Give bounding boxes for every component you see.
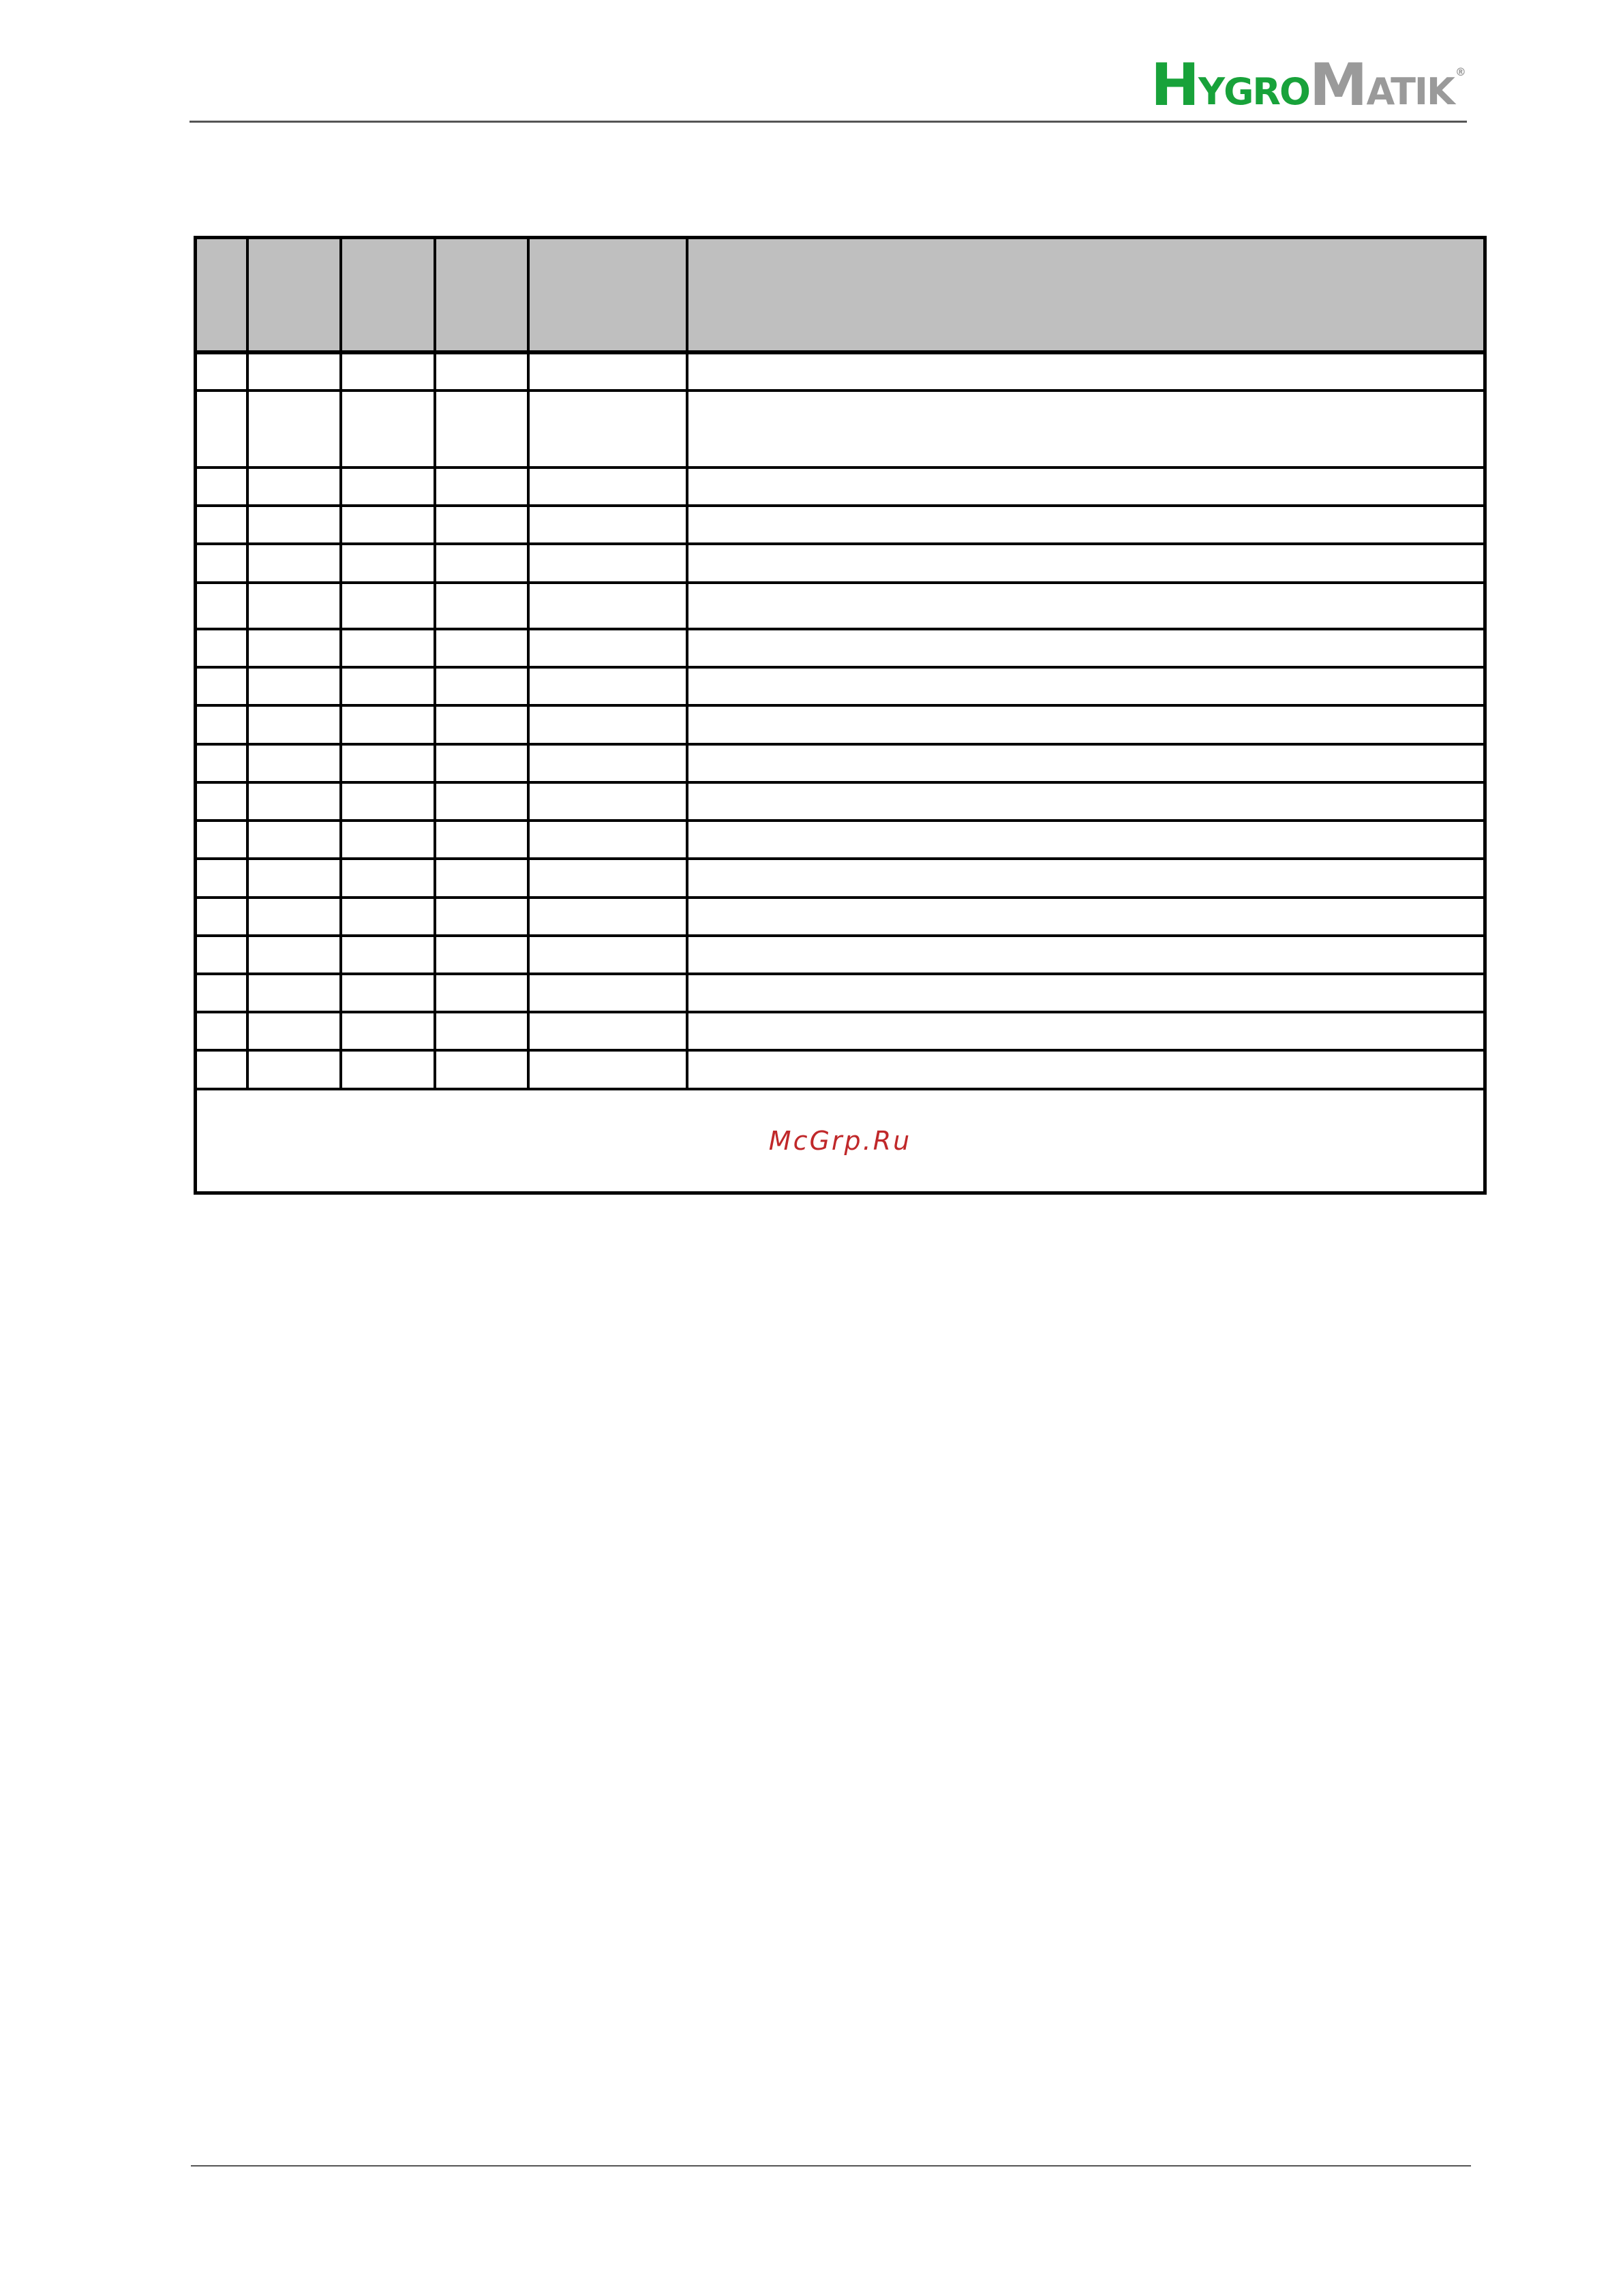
parameter-table: [194, 236, 1487, 1195]
header-cell: [687, 238, 1485, 353]
hygromatik-logo: [1151, 50, 1465, 119]
table-row: [196, 974, 1485, 1012]
table-row: [196, 936, 1485, 974]
table-row: [196, 629, 1485, 667]
table-row: [196, 1012, 1485, 1050]
table-row: [196, 1050, 1485, 1088]
table-footer-row: [196, 1089, 1485, 1193]
table-row: [196, 898, 1485, 936]
header-cell: [247, 238, 341, 353]
table-row: [196, 544, 1485, 582]
table-row: [196, 667, 1485, 705]
table-row: [196, 391, 1485, 467]
table-row: [196, 352, 1485, 391]
table-row: [196, 859, 1485, 897]
table-row: [196, 506, 1485, 544]
table-row: [196, 744, 1485, 782]
watermark-text: McGrp.Ru: [196, 1089, 1485, 1193]
table-row: [196, 583, 1485, 629]
table-row: [196, 705, 1485, 744]
header-cell: [435, 238, 528, 353]
header-rule: [189, 121, 1467, 123]
table-header-row: [196, 238, 1485, 353]
logo-letter-h: H: [1151, 51, 1198, 119]
header-cell: [196, 238, 247, 353]
header-cell: [528, 238, 687, 353]
table-row: [196, 468, 1485, 506]
logo-text-atik: ATIK: [1366, 70, 1454, 113]
table-row: [196, 782, 1485, 821]
table-row: [196, 821, 1485, 859]
logo-text-ygro: YGRO: [1198, 70, 1309, 113]
header-cell: [341, 238, 435, 353]
logo-letter-m: M: [1309, 51, 1367, 119]
registered-mark: ®: [1455, 65, 1465, 78]
footer-rule: [191, 2165, 1471, 2167]
